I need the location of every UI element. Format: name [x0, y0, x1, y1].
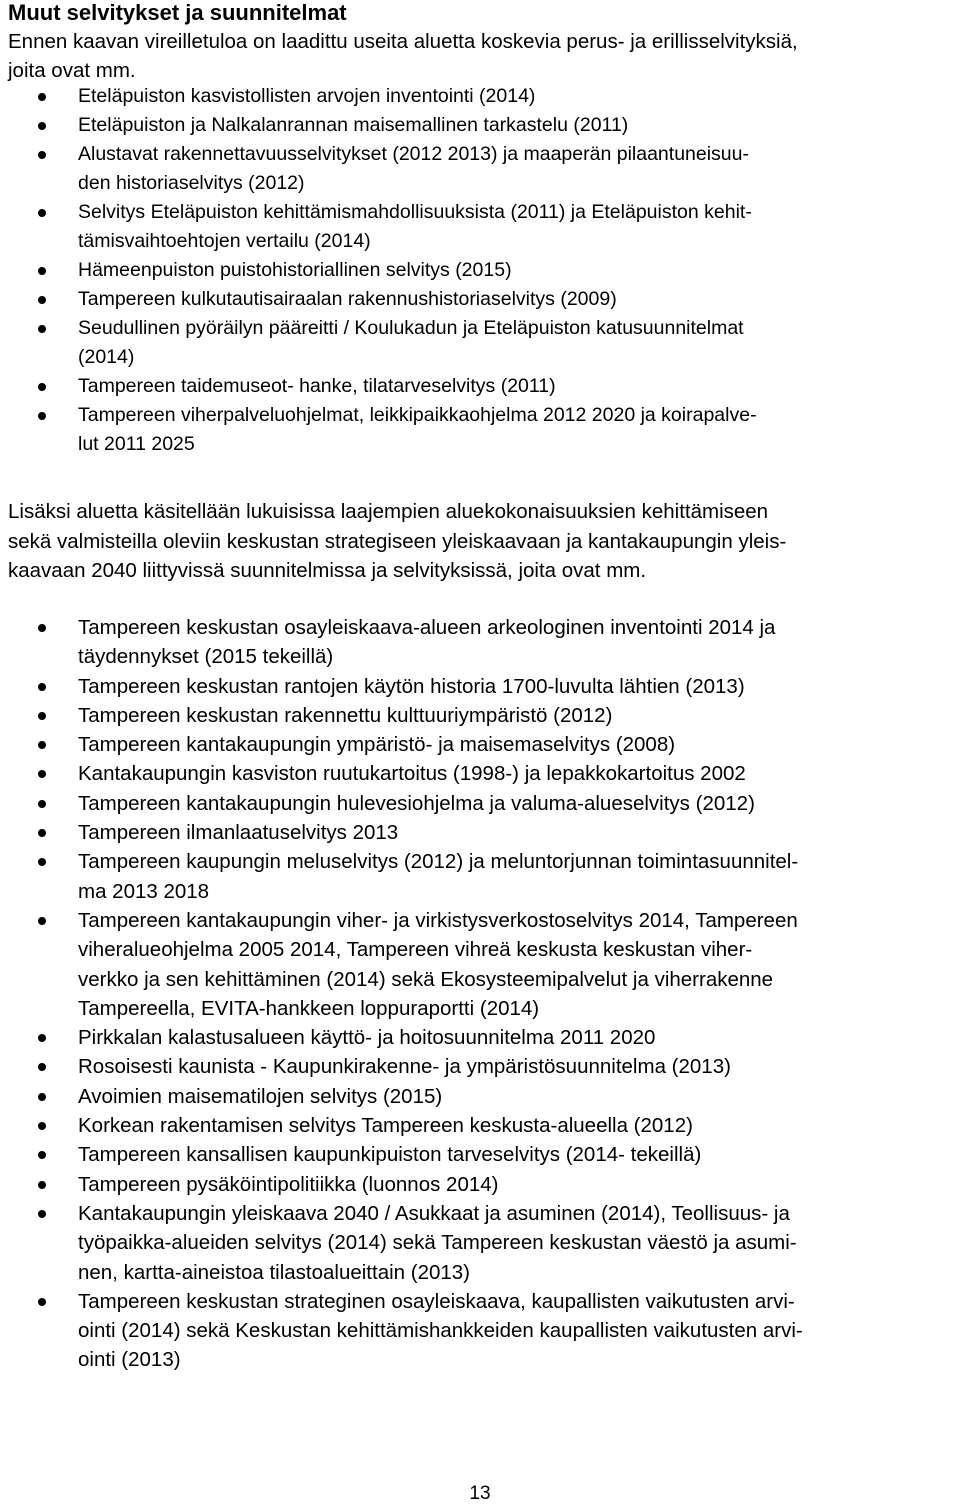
list-item-line: Tampereen viherpalveluohjelmat, leikkipaikkaohjelma 2012 2020 ja koirapalve- [78, 404, 757, 426]
list-item-line: Avoimien maisematilojen selvitys (2015) [78, 1084, 443, 1108]
list-item [0, 1287, 948, 1375]
list-item-line: Selvitys Eteläpuiston kehittämismahdollisuuksista (2011) ja Eteläpuiston kehit- [78, 201, 752, 223]
bullet-icon [38, 800, 46, 808]
bullet-icon [38, 1093, 46, 1101]
list-item [0, 1170, 948, 1199]
bullet-icon [38, 1122, 46, 1130]
list-item-line: ointi (2014) sekä Keskustan kehittämishankkeiden kaupallisten vaikutusten arvi- [78, 1319, 803, 1343]
list-item-line: Tampereen kantakaupungin hulevesiohjelma ja valuma-alueselvitys (2012) [78, 791, 755, 815]
list-item-line: Tampereen ilmanlaatuselvitys 2013 [78, 821, 399, 845]
bullet-icon [38, 829, 46, 837]
list-item [0, 1052, 948, 1081]
list-item [0, 701, 948, 730]
list-item-line: Tampereen keskustan rantojen käytön historia 1700-luvulta lähtien (2013) [78, 674, 745, 698]
bullet-icon [38, 1034, 46, 1042]
section-heading: Muut selvitykset ja suunnitelmat [8, 0, 347, 25]
bullet-icon [38, 741, 46, 749]
bullet-icon [38, 412, 46, 420]
list-item-line: Tampereen pysäköintipolitiikka (luonnos 2014) [78, 1172, 499, 1196]
list-item [0, 1199, 948, 1287]
list-item-line: työpaikka-alueiden selvitys (2014) sekä Tampereen keskustan väestö ja asumi- [78, 1231, 797, 1255]
bullet-icon [38, 683, 46, 691]
list-item-line: Tampereen kulkutautisairaalan rakennushistoriaselvitys (2009) [78, 288, 617, 310]
list-item-line: Tampereen taidemuseot- hanke, tilatarveselvitys (2011) [78, 375, 556, 397]
list-item [0, 730, 948, 759]
list-item-line: ma 2013 2018 [78, 879, 210, 903]
bullet-icon [38, 1298, 46, 1306]
bullet-icon [38, 296, 46, 304]
list-item-line: Seudullinen pyöräilyn pääreitti / Koulukadun ja Eteläpuiston katusuunnitelmat [78, 317, 744, 339]
bullet-icon [38, 383, 46, 391]
list-item-line: Kantakaupungin yleiskaava 2040 / Asukkaat ja asuminen (2014), Teollisuus- ja [78, 1201, 790, 1225]
bullet-icon [38, 712, 46, 720]
list-item [0, 672, 948, 701]
list-item-line: Alustavat rakennettavuusselvitykset (2012 2013) ja maaperän pilaantuneisuu- [78, 143, 749, 165]
list-item-line: Tampereen kantakaupungin viher- ja virkistysverkostoselvitys 2014, Tampereen [78, 908, 798, 932]
list-item [0, 401, 948, 459]
list-item-line: Rosoisesti kaunista - Kaupunkirakenne- ja ympäristösuunnitelma (2013) [78, 1055, 731, 1079]
list-item-line: verkko ja sen kehittäminen (2014) sekä Ekosysteemipalvelut ja viherrakenne [78, 967, 774, 991]
list-item [0, 1082, 948, 1111]
list-item [0, 818, 948, 847]
list-item [0, 847, 948, 906]
bullet-icon [38, 770, 46, 778]
list-item-line: den historiaselvitys (2012) [78, 172, 305, 194]
bullet-icon [38, 122, 46, 130]
bullet-icon [38, 1210, 46, 1218]
list-item-line: Eteläpuiston kasvistollisten arvojen inventointi (2014) [78, 85, 536, 107]
list-item [0, 759, 948, 788]
intro-line: Ennen kaavan vireilletuloa on laadittu useita aluetta koskevia perus- ja erillisselvityksiä, [8, 30, 798, 53]
bullet-icon [38, 93, 46, 101]
bullet-icon [38, 267, 46, 275]
list-item-line: Tampereen kantakaupungin ympäristö- ja maisemaselvitys (2008) [78, 733, 676, 757]
bullet-icon [38, 1063, 46, 1071]
list-item-line: Eteläpuiston ja Nalkalanrannan maisemallinen tarkastelu (2011) [78, 114, 629, 136]
list-item-line: tämisvaihtoehtojen vertailu (2014) [78, 230, 371, 252]
list-item [0, 1140, 948, 1169]
body-paragraph [8, 497, 953, 586]
list-item-line: (2014) [78, 346, 135, 368]
list-item-line: Tampereen keskustan strateginen osayleiskaava, kaupallisten vaikutusten arvi- [78, 1289, 795, 1313]
bullet-icon [38, 917, 46, 925]
list-item [0, 1023, 948, 1052]
list-item-line: nen, kartta-aineistoa tilastoalueittain (2013) [78, 1260, 471, 1284]
list-item [0, 906, 948, 1023]
list-item [0, 789, 948, 818]
list-item [0, 256, 948, 285]
bullet-icon [38, 1181, 46, 1189]
list-item [0, 140, 948, 198]
list-item-line: Tampereen keskustan rakennettu kulttuuriympäristö (2012) [78, 703, 613, 727]
bullet-icon [38, 325, 46, 333]
bullet-icon [38, 858, 46, 866]
bullet-icon [38, 1151, 46, 1159]
paragraph-line: Lisäksi aluetta käsitellään lukuisissa laajempien aluekokonaisuuksien kehittämiseen [8, 500, 769, 523]
list-item-line: Korkean rakentamisen selvitys Tampereen keskusta-alueella (2012) [78, 1114, 693, 1138]
list-item-line: lut 2011 2025 [78, 433, 195, 455]
list-item-line: ointi (2013) [78, 1348, 181, 1372]
list-item [0, 372, 948, 401]
list-item-line: Tampereen keskustan osayleiskaava-alueen arkeologinen inventointi 2014 ja [78, 616, 776, 639]
intro-text [8, 27, 953, 85]
list-item-line: Pirkkalan kalastusalueen käyttö- ja hoitosuunnitelma 2011 2020 [78, 1026, 656, 1050]
list-item [0, 82, 948, 111]
list-item [0, 285, 948, 314]
bullet-icon [38, 151, 46, 159]
paragraph-line: sekä valmisteilla oleviin keskustan strategiseen yleiskaavaan ja kantakaupungin yleis- [8, 529, 787, 553]
list-item-line: Tampereella, EVITA-hankkeen loppuraportti (2014) [78, 996, 540, 1020]
list-item-line: Kantakaupungin kasviston ruutukartoitus (1998-) ja lepakkokartoitus 2002 [78, 762, 746, 786]
paragraph-line: kaavaan 2040 liittyvissä suunnitelmissa ja selvityksissä, joita ovat mm. [8, 559, 647, 582]
bullet-icon [38, 624, 46, 632]
list-item [0, 1111, 948, 1140]
studies-list [0, 82, 960, 459]
list-item-line: Hämeenpuiston puistohistoriallinen selvitys (2015) [78, 259, 512, 281]
list-item-line: Tampereen kaupungin meluselvitys (2012) ja meluntorjunnan toimintasuunnitel- [78, 850, 799, 874]
list-item-line: Tampereen kansallisen kaupunkipuiston tarveselvitys (2014- tekeillä) [78, 1143, 702, 1167]
bullet-icon [38, 209, 46, 217]
list-item-line: viheralueohjelma 2005 2014, Tampereen vihreä keskusta keskustan viher- [78, 938, 753, 962]
list-item [0, 314, 948, 372]
plans-list [0, 613, 960, 1375]
list-item [0, 613, 948, 672]
page-number: 13 [469, 1483, 491, 1504]
list-item [0, 198, 948, 256]
intro-line: joita ovat mm. [8, 59, 136, 82]
list-item-line: täydennykset (2015 tekeillä) [78, 645, 334, 669]
list-item [0, 111, 948, 140]
